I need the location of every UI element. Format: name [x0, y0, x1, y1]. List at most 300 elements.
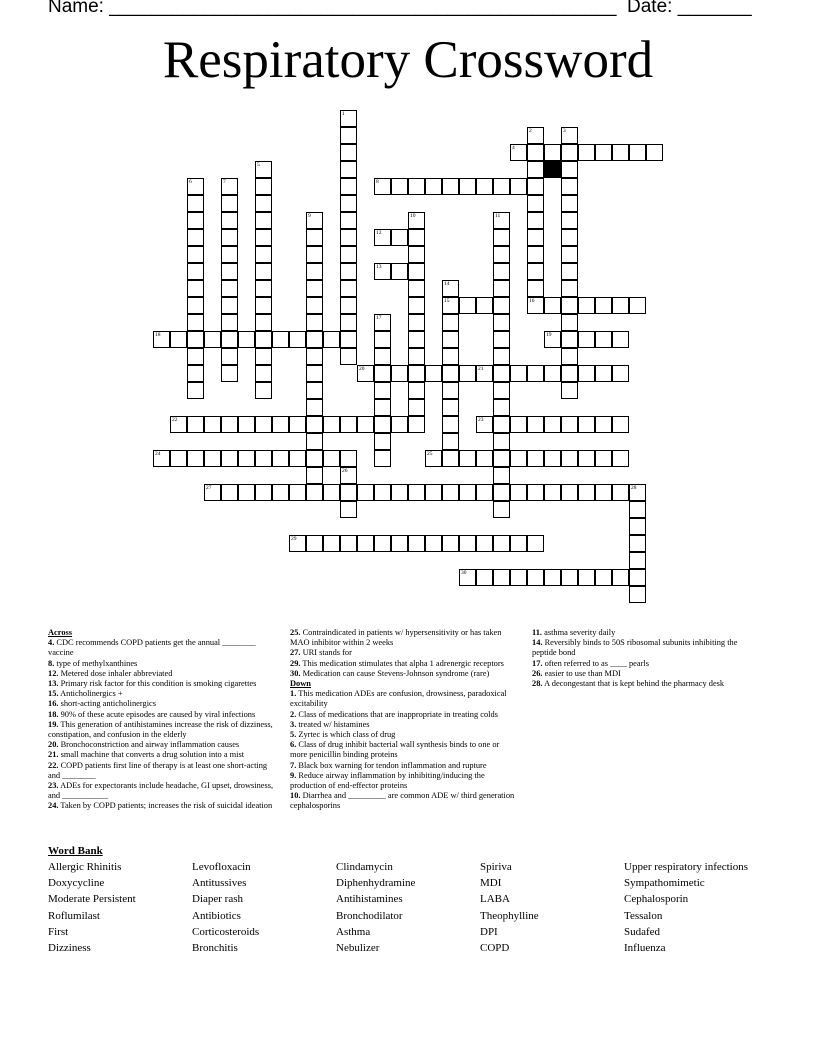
grid-cell[interactable]	[629, 552, 646, 569]
grid-cell[interactable]	[561, 348, 578, 365]
grid-cell[interactable]	[442, 348, 459, 365]
grid-cell[interactable]	[493, 229, 510, 246]
grid-cell[interactable]	[272, 484, 289, 501]
grid-cell[interactable]	[323, 331, 340, 348]
grid-cell[interactable]	[595, 365, 612, 382]
grid-cell[interactable]	[561, 365, 578, 382]
grid-cell[interactable]	[221, 331, 238, 348]
grid-cell[interactable]	[238, 331, 255, 348]
grid-cell[interactable]	[340, 110, 357, 127]
grid-cell[interactable]	[255, 178, 272, 195]
grid-cell[interactable]	[442, 433, 459, 450]
grid-cell[interactable]	[187, 246, 204, 263]
grid-cell[interactable]	[459, 535, 476, 552]
grid-cell[interactable]	[476, 178, 493, 195]
grid-cell[interactable]	[493, 399, 510, 416]
across-clue-27: 27. URI stands for	[290, 648, 352, 658]
grid-cell[interactable]	[306, 297, 323, 314]
grid-cell[interactable]	[187, 348, 204, 365]
grid-cell[interactable]	[272, 331, 289, 348]
grid-cell[interactable]	[561, 127, 578, 144]
grid-cell[interactable]	[578, 569, 595, 586]
grid-cell[interactable]	[306, 365, 323, 382]
grid-cell[interactable]	[340, 314, 357, 331]
grid-cell[interactable]	[340, 195, 357, 212]
grid-cell[interactable]	[595, 450, 612, 467]
grid-cell[interactable]	[493, 382, 510, 399]
grid-cell[interactable]	[408, 314, 425, 331]
grid-cell[interactable]	[306, 450, 323, 467]
grid-cell[interactable]	[527, 450, 544, 467]
grid-cell[interactable]	[595, 331, 612, 348]
grid-cell[interactable]	[408, 297, 425, 314]
grid-cell[interactable]	[561, 144, 578, 161]
grid-cell[interactable]	[408, 229, 425, 246]
grid-cell[interactable]	[493, 535, 510, 552]
grid-cell[interactable]	[561, 178, 578, 195]
grid-cell[interactable]	[204, 331, 221, 348]
grid-cell[interactable]	[340, 212, 357, 229]
grid-cell[interactable]	[374, 263, 391, 280]
grid-cell[interactable]	[255, 314, 272, 331]
grid-cell[interactable]	[612, 450, 629, 467]
grid-cell[interactable]	[612, 297, 629, 314]
grid-cell[interactable]	[544, 416, 561, 433]
grid-cell[interactable]	[561, 416, 578, 433]
grid-cell[interactable]	[187, 416, 204, 433]
grid-cell[interactable]	[340, 144, 357, 161]
grid-cell[interactable]	[289, 450, 306, 467]
grid-cell[interactable]	[442, 365, 459, 382]
grid-cell[interactable]	[612, 365, 629, 382]
grid-cell[interactable]	[595, 569, 612, 586]
grid-cell[interactable]	[612, 484, 629, 501]
grid-cell[interactable]	[578, 416, 595, 433]
grid-cell[interactable]	[527, 144, 544, 161]
grid-cell[interactable]	[306, 382, 323, 399]
grid-cell[interactable]	[527, 365, 544, 382]
grid-cell[interactable]	[221, 365, 238, 382]
grid-cell[interactable]	[493, 416, 510, 433]
grid-cell[interactable]	[340, 178, 357, 195]
grid-cell[interactable]	[493, 467, 510, 484]
grid-cell[interactable]	[255, 382, 272, 399]
grid-cell[interactable]	[255, 212, 272, 229]
grid-cell[interactable]	[204, 450, 221, 467]
grid-cell[interactable]	[374, 484, 391, 501]
grid-cell[interactable]	[357, 484, 374, 501]
grid-cell[interactable]	[561, 569, 578, 586]
grid-cell[interactable]	[629, 501, 646, 518]
grid-cell[interactable]	[612, 331, 629, 348]
grid-cell[interactable]	[187, 178, 204, 195]
grid-cell[interactable]	[255, 297, 272, 314]
grid-cell[interactable]	[544, 331, 561, 348]
grid-cell[interactable]	[442, 280, 459, 297]
grid-cell[interactable]	[374, 382, 391, 399]
grid-cell[interactable]	[493, 212, 510, 229]
grid-cell[interactable]	[595, 144, 612, 161]
grid-cell[interactable]	[493, 331, 510, 348]
grid-cell[interactable]	[527, 178, 544, 195]
grid-cell[interactable]	[340, 331, 357, 348]
grid-cell[interactable]	[187, 314, 204, 331]
grid-cell[interactable]	[187, 365, 204, 382]
grid-cell[interactable]	[527, 416, 544, 433]
grid-cell[interactable]	[340, 297, 357, 314]
grid-cell[interactable]	[544, 297, 561, 314]
grid-cell[interactable]	[544, 569, 561, 586]
grid-cell[interactable]	[187, 195, 204, 212]
grid-cell[interactable]	[561, 212, 578, 229]
grid-cell[interactable]	[510, 450, 527, 467]
grid-cell[interactable]	[408, 331, 425, 348]
grid-cell[interactable]	[340, 280, 357, 297]
grid-cell[interactable]	[476, 416, 493, 433]
grid-cell[interactable]	[408, 382, 425, 399]
grid-cell[interactable]	[221, 416, 238, 433]
grid-cell[interactable]	[306, 433, 323, 450]
grid-cell[interactable]	[306, 246, 323, 263]
grid-cell[interactable]	[442, 535, 459, 552]
grid-cell[interactable]	[374, 314, 391, 331]
grid-cell[interactable]	[340, 450, 357, 467]
grid-cell[interactable]	[374, 348, 391, 365]
word-bank-item: LABA	[480, 893, 510, 906]
grid-cell[interactable]	[493, 348, 510, 365]
grid-cell[interactable]	[187, 297, 204, 314]
grid-cell[interactable]	[221, 297, 238, 314]
grid-cell[interactable]	[221, 450, 238, 467]
grid-cell[interactable]	[527, 297, 544, 314]
grid-cell[interactable]	[578, 331, 595, 348]
grid-cell[interactable]	[408, 263, 425, 280]
grid-cell[interactable]	[357, 416, 374, 433]
grid-cell[interactable]	[272, 450, 289, 467]
grid-cell[interactable]	[476, 365, 493, 382]
grid-cell[interactable]	[170, 416, 187, 433]
grid-cell[interactable]	[204, 484, 221, 501]
grid-cell[interactable]	[459, 484, 476, 501]
grid-cell[interactable]	[476, 484, 493, 501]
grid-cell[interactable]	[510, 484, 527, 501]
grid-cell[interactable]	[442, 382, 459, 399]
grid-cell[interactable]	[578, 365, 595, 382]
grid-cell[interactable]	[493, 280, 510, 297]
grid-cell[interactable]	[340, 416, 357, 433]
grid-cell[interactable]	[493, 501, 510, 518]
grid-cell[interactable]	[255, 195, 272, 212]
grid-cell[interactable]	[629, 518, 646, 535]
grid-cell[interactable]	[340, 484, 357, 501]
grid-cell[interactable]	[561, 314, 578, 331]
grid-cell[interactable]	[459, 450, 476, 467]
grid-cell[interactable]	[306, 399, 323, 416]
grid-cell[interactable]	[340, 246, 357, 263]
grid-cell[interactable]	[510, 569, 527, 586]
grid-cell[interactable]	[306, 331, 323, 348]
grid-cell[interactable]	[374, 178, 391, 195]
grid-cell[interactable]	[561, 246, 578, 263]
grid-cell[interactable]	[425, 178, 442, 195]
grid-cell[interactable]	[153, 331, 170, 348]
grid-cell[interactable]	[255, 246, 272, 263]
grid-cell[interactable]	[442, 178, 459, 195]
grid-cell[interactable]	[408, 212, 425, 229]
grid-cell[interactable]	[493, 450, 510, 467]
grid-cell[interactable]	[493, 569, 510, 586]
grid-cell[interactable]	[204, 416, 221, 433]
grid-cell[interactable]	[612, 416, 629, 433]
grid-cell[interactable]	[340, 161, 357, 178]
grid-cell[interactable]	[578, 144, 595, 161]
grid-cell[interactable]	[221, 314, 238, 331]
grid-cell[interactable]	[646, 144, 663, 161]
grid-cell[interactable]	[408, 178, 425, 195]
grid-cell[interactable]	[442, 314, 459, 331]
grid-cell[interactable]	[510, 365, 527, 382]
grid-cell[interactable]	[425, 365, 442, 382]
grid-cell[interactable]	[340, 501, 357, 518]
grid-cell[interactable]	[459, 365, 476, 382]
grid-cell[interactable]	[306, 263, 323, 280]
grid-cell[interactable]	[544, 484, 561, 501]
grid-cell[interactable]	[408, 399, 425, 416]
grid-cell[interactable]	[459, 178, 476, 195]
grid-cell[interactable]	[493, 484, 510, 501]
grid-cell[interactable]	[187, 263, 204, 280]
grid-cell[interactable]	[476, 569, 493, 586]
grid-cell[interactable]	[170, 331, 187, 348]
grid-cell[interactable]	[578, 450, 595, 467]
grid-cell[interactable]	[187, 212, 204, 229]
grid-cell[interactable]	[306, 229, 323, 246]
grid-cell[interactable]	[391, 178, 408, 195]
grid-cell[interactable]	[561, 195, 578, 212]
grid-cell[interactable]	[527, 263, 544, 280]
grid-cell[interactable]	[255, 348, 272, 365]
grid-cell[interactable]	[374, 229, 391, 246]
grid-cell[interactable]	[595, 297, 612, 314]
grid-cell[interactable]	[221, 229, 238, 246]
grid-cell[interactable]	[221, 178, 238, 195]
grid-cell[interactable]	[374, 535, 391, 552]
grid-cell[interactable]	[289, 331, 306, 348]
grid-cell[interactable]	[510, 178, 527, 195]
grid-cell[interactable]	[306, 416, 323, 433]
grid-cell[interactable]	[527, 484, 544, 501]
grid-cell[interactable]	[374, 433, 391, 450]
grid-cell[interactable]	[561, 484, 578, 501]
grid-cell[interactable]	[374, 399, 391, 416]
grid-cell[interactable]	[510, 144, 527, 161]
grid-cell[interactable]	[578, 297, 595, 314]
grid-cell[interactable]	[187, 229, 204, 246]
grid-cell[interactable]	[442, 416, 459, 433]
grid-cell[interactable]	[425, 450, 442, 467]
grid-cell[interactable]	[629, 569, 646, 586]
grid-cell[interactable]	[561, 229, 578, 246]
grid-cell[interactable]	[527, 535, 544, 552]
grid-cell[interactable]	[629, 535, 646, 552]
grid-cell[interactable]	[374, 365, 391, 382]
grid-cell[interactable]	[629, 297, 646, 314]
grid-cell[interactable]	[306, 484, 323, 501]
grid-cell[interactable]	[221, 280, 238, 297]
grid-cell[interactable]	[527, 569, 544, 586]
grid-cell[interactable]	[612, 144, 629, 161]
grid-cell[interactable]	[187, 280, 204, 297]
grid-cell[interactable]	[595, 484, 612, 501]
grid-cell[interactable]	[544, 144, 561, 161]
grid-cell[interactable]	[340, 535, 357, 552]
grid-cell[interactable]	[561, 450, 578, 467]
grid-cell[interactable]	[289, 535, 306, 552]
grid-cell[interactable]	[255, 416, 272, 433]
grid-cell[interactable]	[340, 229, 357, 246]
grid-cell[interactable]	[561, 161, 578, 178]
grid-cell[interactable]	[170, 450, 187, 467]
grid-cell[interactable]	[340, 348, 357, 365]
grid-cell[interactable]	[255, 280, 272, 297]
grid-cell[interactable]	[527, 246, 544, 263]
grid-cell[interactable]	[221, 484, 238, 501]
grid-cell[interactable]	[425, 535, 442, 552]
grid-cell[interactable]	[323, 535, 340, 552]
grid-cell[interactable]	[255, 229, 272, 246]
grid-cell[interactable]	[493, 263, 510, 280]
grid-cell[interactable]	[187, 331, 204, 348]
grid-cell[interactable]	[255, 331, 272, 348]
grid-cell[interactable]	[238, 416, 255, 433]
grid-cell[interactable]	[544, 450, 561, 467]
grid-cell[interactable]	[561, 331, 578, 348]
grid-cell[interactable]	[442, 484, 459, 501]
grid-cell[interactable]	[221, 195, 238, 212]
grid-cell[interactable]	[527, 280, 544, 297]
grid-cell[interactable]	[595, 416, 612, 433]
grid-cell[interactable]	[255, 365, 272, 382]
grid-cell[interactable]	[391, 263, 408, 280]
grid-cell[interactable]	[340, 127, 357, 144]
grid-cell[interactable]	[476, 535, 493, 552]
grid-cell[interactable]	[306, 535, 323, 552]
grid-cell[interactable]	[561, 280, 578, 297]
grid-cell[interactable]	[408, 246, 425, 263]
grid-cell[interactable]	[408, 280, 425, 297]
word-bank-item: Cephalosporin	[624, 893, 689, 906]
grid-cell[interactable]	[493, 314, 510, 331]
grid-cell[interactable]	[561, 297, 578, 314]
grid-cell[interactable]	[221, 246, 238, 263]
grid-cell[interactable]	[221, 263, 238, 280]
grid-cell[interactable]	[357, 365, 374, 382]
grid-cell[interactable]	[323, 416, 340, 433]
grid-cell[interactable]	[306, 467, 323, 484]
grid-cell[interactable]	[391, 365, 408, 382]
grid-cell[interactable]	[374, 450, 391, 467]
grid-cell[interactable]	[408, 365, 425, 382]
grid-cell[interactable]	[578, 484, 595, 501]
grid-cell[interactable]	[442, 450, 459, 467]
grid-cell[interactable]	[289, 484, 306, 501]
grid-cell[interactable]	[527, 212, 544, 229]
grid-cell[interactable]	[340, 467, 357, 484]
grid-cell[interactable]	[374, 416, 391, 433]
grid-cell[interactable]	[289, 416, 306, 433]
grid-cell[interactable]	[493, 433, 510, 450]
grid-cell[interactable]	[306, 212, 323, 229]
grid-cell[interactable]	[476, 450, 493, 467]
grid-cell[interactable]	[306, 348, 323, 365]
grid-cell[interactable]	[476, 297, 493, 314]
grid-cell[interactable]	[510, 416, 527, 433]
grid-cell[interactable]	[391, 535, 408, 552]
grid-cell[interactable]	[561, 382, 578, 399]
grid-cell[interactable]	[527, 195, 544, 212]
grid-cell[interactable]	[442, 297, 459, 314]
grid-cell[interactable]	[272, 416, 289, 433]
grid-cell[interactable]	[374, 331, 391, 348]
grid-cell[interactable]	[612, 569, 629, 586]
grid-cell[interactable]	[493, 297, 510, 314]
grid-cell[interactable]	[493, 178, 510, 195]
grid-cell[interactable]	[255, 263, 272, 280]
grid-cell[interactable]	[238, 450, 255, 467]
clue-number: 2	[529, 128, 532, 134]
grid-cell[interactable]	[187, 450, 204, 467]
grid-cell[interactable]	[442, 399, 459, 416]
grid-cell[interactable]	[408, 348, 425, 365]
grid-cell[interactable]	[306, 314, 323, 331]
grid-cell[interactable]	[255, 450, 272, 467]
grid-cell[interactable]	[527, 161, 544, 178]
grid-cell[interactable]	[527, 127, 544, 144]
grid-cell[interactable]	[561, 263, 578, 280]
grid-cell[interactable]	[391, 484, 408, 501]
grid-cell[interactable]	[306, 280, 323, 297]
grid-cell[interactable]	[510, 535, 527, 552]
grid-cell[interactable]	[629, 586, 646, 603]
grid-cell[interactable]	[527, 229, 544, 246]
grid-cell[interactable]	[391, 229, 408, 246]
grid-cell[interactable]	[459, 297, 476, 314]
grid-cell[interactable]	[544, 365, 561, 382]
grid-cell[interactable]	[493, 365, 510, 382]
grid-cell[interactable]	[493, 246, 510, 263]
grid-cell[interactable]	[323, 484, 340, 501]
grid-cell[interactable]	[323, 450, 340, 467]
grid-cell[interactable]	[459, 569, 476, 586]
grid-cell[interactable]	[408, 416, 425, 433]
grid-cell[interactable]	[255, 161, 272, 178]
grid-cell[interactable]	[408, 535, 425, 552]
grid-cell[interactable]	[238, 484, 255, 501]
grid-cell[interactable]	[442, 331, 459, 348]
grid-cell[interactable]	[391, 416, 408, 433]
grid-cell[interactable]	[255, 484, 272, 501]
grid-cell[interactable]	[187, 382, 204, 399]
grid-cell[interactable]	[408, 484, 425, 501]
grid-cell[interactable]	[153, 450, 170, 467]
grid-cell[interactable]	[357, 535, 374, 552]
grid-cell[interactable]	[629, 484, 646, 501]
grid-cell[interactable]	[629, 144, 646, 161]
grid-cell[interactable]	[221, 348, 238, 365]
grid-cell[interactable]	[221, 212, 238, 229]
grid-cell[interactable]	[340, 263, 357, 280]
grid-cell[interactable]	[425, 484, 442, 501]
